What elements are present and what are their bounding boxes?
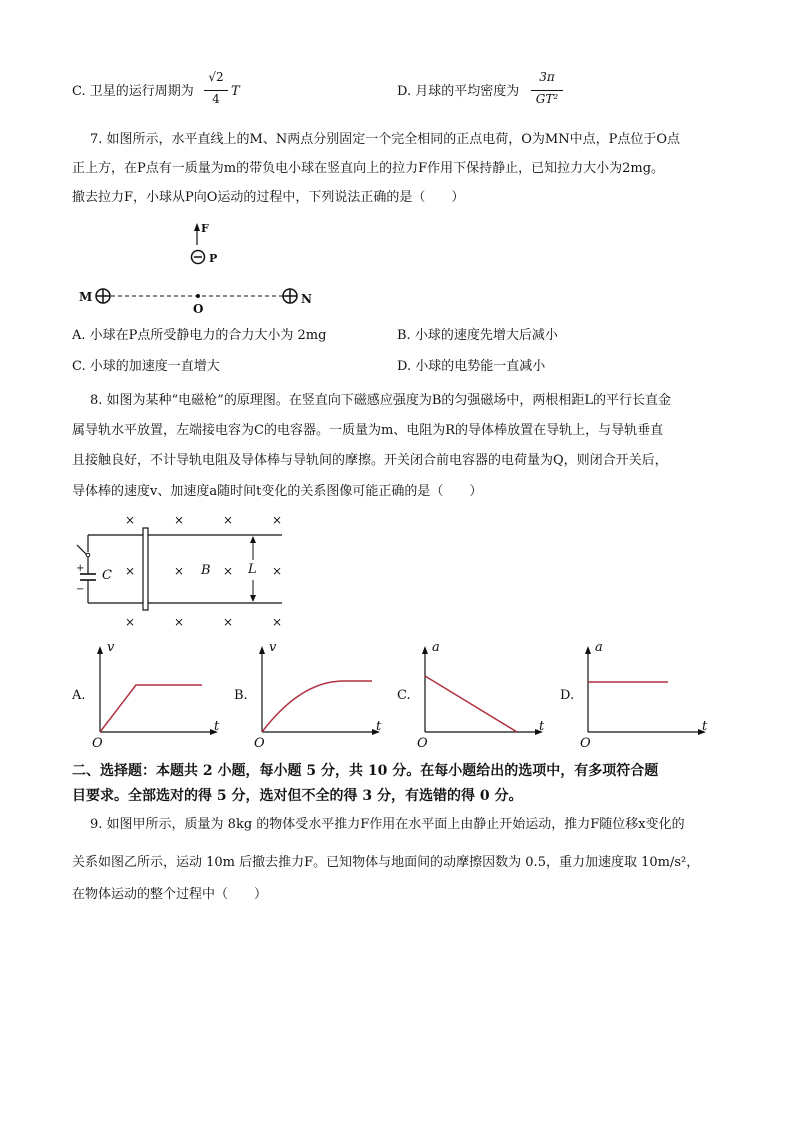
graph-option-label: D. [560,688,575,703]
cross-icon: × [223,615,234,629]
q6-option-c-numerator: √2 [208,70,224,84]
q7-option-d: D. 小球的电势能一直减小 [397,359,546,374]
graph-option-label: B. [234,688,248,703]
q7-option-a: A. 小球在P点所受静电力的合力大小为 2mg [72,328,327,343]
cross-icon: × [174,564,185,578]
capacitor-label-c: C [102,568,112,583]
q7-label-p: P [209,252,218,265]
q7-option-b: B. 小球的速度先增大后减小 [397,328,558,343]
graph-y-label: v [107,640,115,655]
cross-icon: × [272,564,283,578]
q7-stem-line1: 7. 如图所示，水平直线上的M、N两点分别固定一个完全相同的正点电荷，O为MN中点，P点位于O点 [90,132,680,147]
q7-stem-line2: 正上方，在P点有一质量为m的带负电小球在竖直向上的拉力F作用下保持静止，已知拉力大小为2mg。 [72,161,665,176]
graph-x-label: t [376,719,382,734]
q7-label-f: F [201,222,209,235]
cross-icon: × [174,615,185,629]
graph-x-label: t [702,719,708,734]
capacitor-plus-label: + [76,563,85,574]
section2-header-line2: 目要求。全部选对的得 5 分，选对但不全的得 3 分，有选错的得 0 分。 [72,788,523,804]
q8-stem-line2: 属导轨水平放置，左端接电容为C的电容器。一质量为m、电阻为R的导体棒放置在导轨上，与导轨垂直 [72,423,664,438]
graph-origin-label: O [417,736,428,751]
q7-label-m: M [79,290,93,304]
graph-y-label: a [432,640,440,655]
q7-label-n: N [301,292,312,306]
q8-stem-line4: 导体棒的速度v、加速度a随时间t变化的关系图像可能正确的是（ ） [72,484,483,499]
q6-option-d-numerator: 3π [539,70,555,84]
q6-option-c-variable: T [231,84,240,99]
q9-stem-line2: 关系如图乙所示，运动 10m 后撤去推力F。已知物体与地面间的动摩擦因数为 0.5，重力加速度取 10m/s²， [72,855,700,870]
graph-x-label: t [214,719,220,734]
cross-icon: × [125,615,136,629]
graph-origin-label: O [580,736,591,751]
graph-origin-label: O [92,736,103,751]
field-label-b: B [201,563,211,578]
cross-icon: × [174,513,185,527]
q7-option-c: C. 小球的加速度一直增大 [72,359,220,374]
cross-icon: × [125,513,136,527]
graph-y-label: v [269,640,277,655]
q8-stem-line3: 且接触良好，不计导轨电阻及导体棒与导轨间的摩擦。开关闭合前电容器的电荷量为Q，则闭合开关后， [72,453,668,468]
q8-stem-line1: 8. 如图为某种“电磁枪”的原理图。在竖直向下磁感应强度为B的匀强磁场中，两根相距L的平行长直金 [90,393,672,408]
section2-header-line1: 二、选择题：本题共 2 小题，每小题 5 分，共 10 分。在每小题给出的选项中，有多项符合题 [72,763,659,779]
cross-icon: × [272,615,283,629]
cross-icon: × [272,513,283,527]
q9-stem-line1: 9. 如图甲所示，质量为 8kg 的物体受水平推力F作用在水平面上由静止开始运动，推力F随位移x变化的 [90,817,685,832]
q7-label-o: O [193,302,204,316]
rail-spacing-label-l: L [247,560,258,580]
graph-origin-label: O [254,736,265,751]
graph-x-label: t [539,719,545,734]
q6-option-d-denominator: GT² [535,92,559,106]
cross-icon: × [223,564,234,578]
cross-icon: × [223,513,234,527]
graph-y-label: a [595,640,603,655]
q6-option-c-denominator: 4 [212,92,220,106]
graph-option-label: A. [72,688,86,703]
q7-stem-line3: 撤去拉力F，小球从P向O运动的过程中，下列说法正确的是（ ） [72,190,465,205]
graph-option-label: C. [397,688,411,703]
q6-option-c: C. 卫星的运行周期为 [72,84,194,99]
q6-option-d: D. 月球的平均密度为 [397,84,520,99]
q9-stem-line3: 在物体运动的整个过程中（ ） [72,887,268,902]
cross-icon: × [125,564,136,578]
capacitor-minus-label: − [76,584,85,595]
